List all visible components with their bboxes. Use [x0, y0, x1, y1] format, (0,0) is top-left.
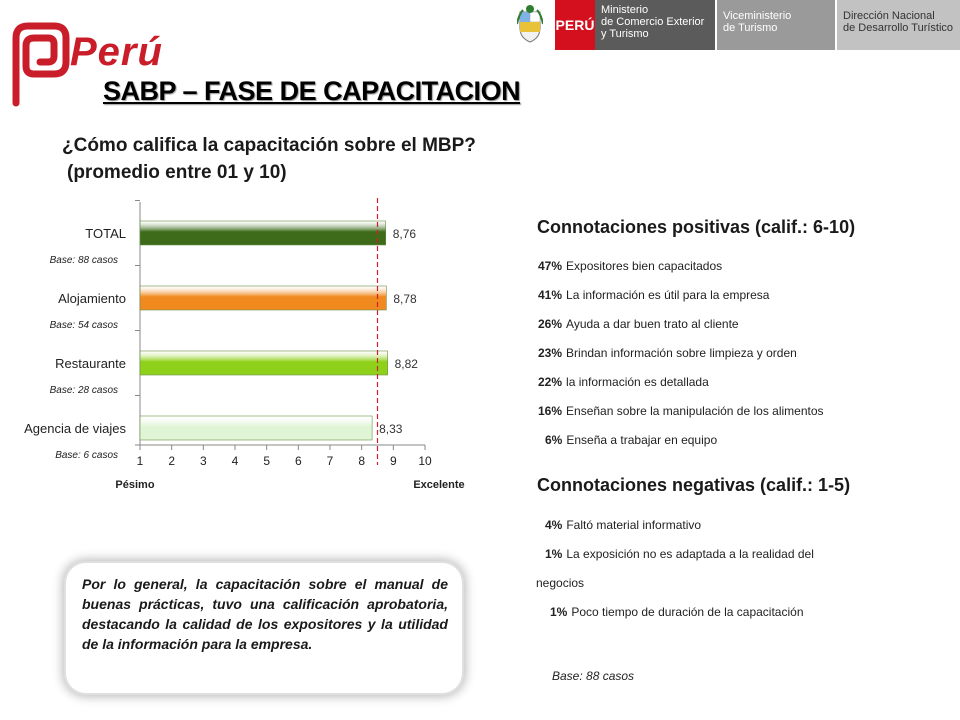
positive-item — [545, 433, 717, 447]
coat-of-arms-icon — [517, 4, 543, 44]
page-title: SABP – FASE DE CAPACITACION — [103, 76, 521, 106]
x-tick-label: 6 — [294, 454, 302, 468]
header-logos — [505, 0, 960, 50]
positive-item-pct: 6% — [545, 433, 563, 447]
positive-item-pct: 23% — [538, 346, 563, 360]
positive-item-text: la información es detallada — [566, 375, 709, 389]
positive-item-pct: 16% — [538, 404, 563, 418]
viceministry-label: Viceministerio de Turismo — [717, 0, 835, 50]
negative-item — [550, 605, 804, 619]
positive-item — [538, 346, 797, 360]
positive-connotations-title: Connotaciones positivas (calif.: 6-10) — [537, 217, 856, 237]
rating-bar-chart — [0, 190, 480, 520]
negative-item-text: Poco tiempo de duración de la capacitación — [571, 605, 804, 619]
x-tick-label: 2 — [168, 454, 176, 468]
question-line-1: ¿Cómo califica la capacitación sobre el MBP? — [62, 135, 476, 156]
positive-item — [538, 288, 769, 302]
peru-logo-word: Perú — [70, 30, 163, 74]
positive-item-text: Expositores bien capacitados — [566, 259, 723, 273]
negative-item-pct: 1% — [550, 605, 568, 619]
value-label: 8,82 — [394, 357, 418, 371]
x-tick-label: 5 — [263, 454, 271, 468]
positive-item-text: Brindan información sobre limpieza y orden — [566, 346, 797, 360]
value-label: 8,33 — [379, 422, 403, 436]
negative-item-text: Faltó material informativo — [566, 518, 702, 532]
positive-item — [538, 317, 739, 331]
peru-spiral-logo-icon — [6, 18, 76, 108]
x-tick-label: 10 — [418, 454, 432, 468]
x-tick-label: 4 — [231, 454, 239, 468]
positive-item-pct: 22% — [538, 375, 563, 389]
x-tick-label: 7 — [326, 454, 334, 468]
peru-brand-box: PERÚ — [555, 0, 595, 50]
x-tick-label: 1 — [136, 454, 144, 468]
base-label: Base: 54 casos — [49, 320, 118, 331]
bar-restaurante — [140, 351, 388, 375]
positive-item — [538, 259, 722, 273]
negative-item-pct: 4% — [545, 518, 563, 532]
base-note: Base: 88 casos — [552, 669, 635, 683]
value-label: 8,78 — [393, 292, 417, 306]
negative-item — [545, 518, 701, 532]
positive-item-text: La información es útil para la empresa — [566, 288, 770, 302]
positive-item-pct: 26% — [538, 317, 563, 331]
positive-item — [538, 404, 824, 418]
x-tick-label: 8 — [358, 454, 366, 468]
x-tick-label: 9 — [389, 454, 397, 468]
x-label-right: Excelente — [413, 479, 465, 491]
negative-item-pct: 1% — [545, 547, 563, 561]
category-label: TOTAL — [85, 226, 126, 241]
category-label: Alojamiento — [58, 291, 126, 306]
positive-item — [538, 375, 709, 389]
category-label: Agencia de viajes — [24, 421, 126, 436]
x-tick-label: 3 — [199, 454, 207, 468]
x-label-left: Pésimo — [115, 479, 155, 491]
positive-item-text: Enseña a trabajar en equipo — [566, 433, 718, 447]
positive-item-text: Enseñan sobre la manipulación de los alimentos — [566, 404, 824, 418]
bar-alojamiento — [140, 286, 386, 310]
positive-item-pct: 41% — [538, 288, 563, 302]
bar-total — [140, 221, 386, 245]
negative-item-text: La exposición no es adaptada a la realidad del — [566, 547, 814, 561]
positive-item-text: Ayuda a dar buen trato al cliente — [566, 317, 739, 331]
category-label: Restaurante — [55, 356, 126, 371]
negative-item — [536, 576, 584, 590]
summary-box — [66, 563, 462, 693]
ministry-label: Ministerio de Comercio Exterior y Turismo — [595, 0, 715, 50]
question-line-2: (promedio entre 01 y 10) — [67, 162, 287, 183]
base-label: Base: 88 casos — [49, 255, 118, 266]
negative-connotations-title: Connotaciones negativas (calif.: 1-5) — [537, 475, 851, 495]
negative-item-text: negocios — [536, 576, 585, 590]
positive-item-pct: 47% — [538, 259, 563, 273]
base-label: Base: 28 casos — [49, 385, 118, 396]
negative-item — [545, 547, 814, 561]
base-label: Base: 6 casos — [55, 450, 118, 461]
bar-agencia-de-viajes — [140, 416, 372, 440]
summary-text: Por lo general, la capacitación sobre el manual de buenas prácticas, tuvo una calificación aprobatoria, destacando la calidad de los expositores y la utilidad de la información para la empresa. — [82, 576, 448, 652]
direction-label: Dirección Nacional de Desarrollo Turístico — [837, 0, 960, 50]
value-label: 8,76 — [392, 227, 417, 241]
